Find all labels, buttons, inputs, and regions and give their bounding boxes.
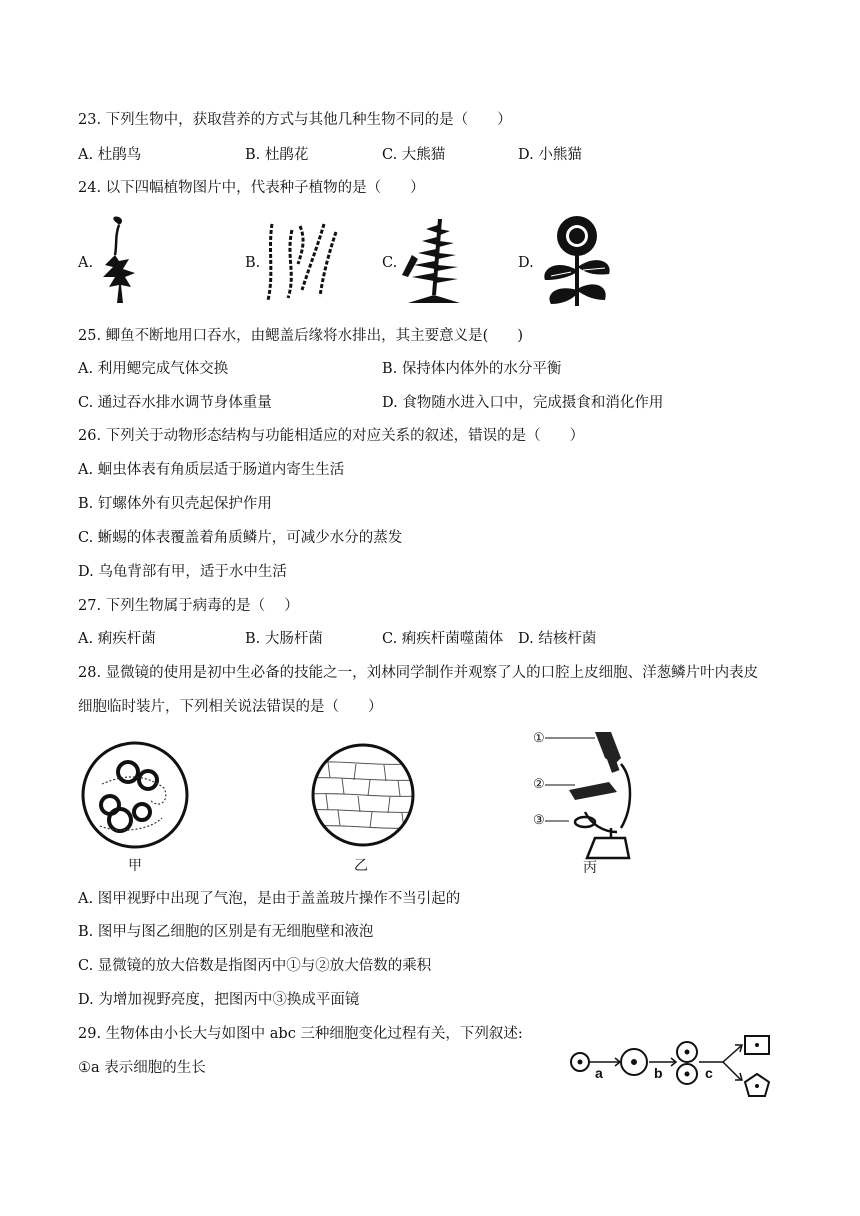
q27-stem: 27. 下列生物属于病毒的是（ ）: [78, 598, 299, 614]
q24-label-a: A.: [78, 255, 94, 271]
q28-option-a: A. 图甲视野中出现了气泡，是由于盖盖玻片操作不当引起的: [78, 891, 461, 907]
cell-change-diagram: [565, 1030, 780, 1102]
marker-2: ②: [533, 777, 545, 792]
q24-stem: 24. 以下四幅植物图片中，代表种子植物的是（ ）: [78, 180, 425, 196]
q26-option-b: B. 钉螺体外有贝壳起保护作用: [78, 496, 272, 512]
q27-option-d: D. 结核杆菌: [518, 631, 597, 647]
q27-option-b: B. 大肠杆菌: [245, 631, 323, 647]
q25-option-d: D. 食物随水进入口中，完成摄食和消化作用: [382, 395, 664, 411]
caption-bing: 丙: [583, 860, 597, 876]
q23-option-c: C. 大熊猫: [382, 147, 446, 163]
q24-label-c: C.: [382, 255, 398, 271]
q26-stem: 26. 下列关于动物形态结构与功能相适应的对应关系的叙述，错误的是（ ）: [78, 428, 585, 444]
sunflower-image: [535, 214, 615, 308]
q24-label-b: B.: [245, 255, 261, 271]
caption-yi: 乙: [354, 858, 368, 874]
fern-image: [398, 215, 470, 307]
arrow-label-a: a: [595, 1065, 603, 1081]
q23-option-a: A. 杜鹃鸟: [78, 147, 142, 163]
q26-option-c: C. 蜥蜴的体表覆盖着角质鳞片，可减少水分的蒸发: [78, 530, 403, 546]
q28-stem-line2: 细胞临时装片，下列相关说法错误的是（ ）: [78, 699, 383, 715]
q28-option-b: B. 图甲与图乙细胞的区别是有无细胞壁和液泡: [78, 924, 374, 940]
q29-item-1: ①a 表示细胞的生长: [78, 1060, 206, 1076]
q23-option-d: D. 小熊猫: [518, 147, 582, 163]
q23-stem: 23. 下列生物中，获取营养的方式与其他几种生物不同的是（ ）: [78, 112, 512, 128]
arrow-label-b: b: [654, 1065, 663, 1081]
q28-option-c: C. 显微镜的放大倍数是指图丙中①与②放大倍数的乘积: [78, 958, 432, 974]
q27-option-c: C. 痢疾杆菌噬菌体: [382, 631, 504, 647]
algae-image: [262, 220, 342, 304]
q23-option-b: B. 杜鹃花: [245, 147, 309, 163]
microscope-view-yi: [308, 740, 418, 850]
q25-stem: 25. 鲫鱼不断地用口吞水，由鳃盖后缘将水排出，其主要意义是( ): [78, 328, 523, 344]
arrow-label-c: c: [705, 1065, 713, 1081]
marker-1: ①: [533, 731, 545, 746]
marker-3: ③: [533, 813, 545, 828]
q28-option-d: D. 为增加视野亮度，把图丙中③换成平面镜: [78, 992, 360, 1008]
q25-option-b: B. 保持体内体外的水分平衡: [382, 361, 562, 377]
q29-stem: 29. 生物体由小长大与如图中 abc 三种细胞变化过程有关，下列叙述:: [78, 1026, 523, 1042]
q25-option-c: C. 通过吞水排水调节身体重量: [78, 395, 272, 411]
moss-image: [97, 215, 141, 307]
q24-label-d: D.: [518, 255, 534, 271]
q25-option-a: A. 利用鳃完成气体交换: [78, 361, 229, 377]
caption-jia: 甲: [128, 858, 142, 874]
q26-option-d: D. 乌龟背部有甲，适于水中生活: [78, 564, 287, 580]
microscope-view-jia: [80, 740, 190, 850]
q27-option-a: A. 痢疾杆菌: [78, 631, 156, 647]
q26-option-a: A. 蛔虫体表有角质层适于肠道内寄生生活: [78, 462, 345, 478]
q28-stem-line1: 28. 显微镜的使用是初中生必备的技能之一，刘林同学制作并观察了人的口腔上皮细胞、洋葱鳞片叶内表皮: [78, 665, 759, 681]
microscope-diagram-bing: [525, 728, 635, 868]
